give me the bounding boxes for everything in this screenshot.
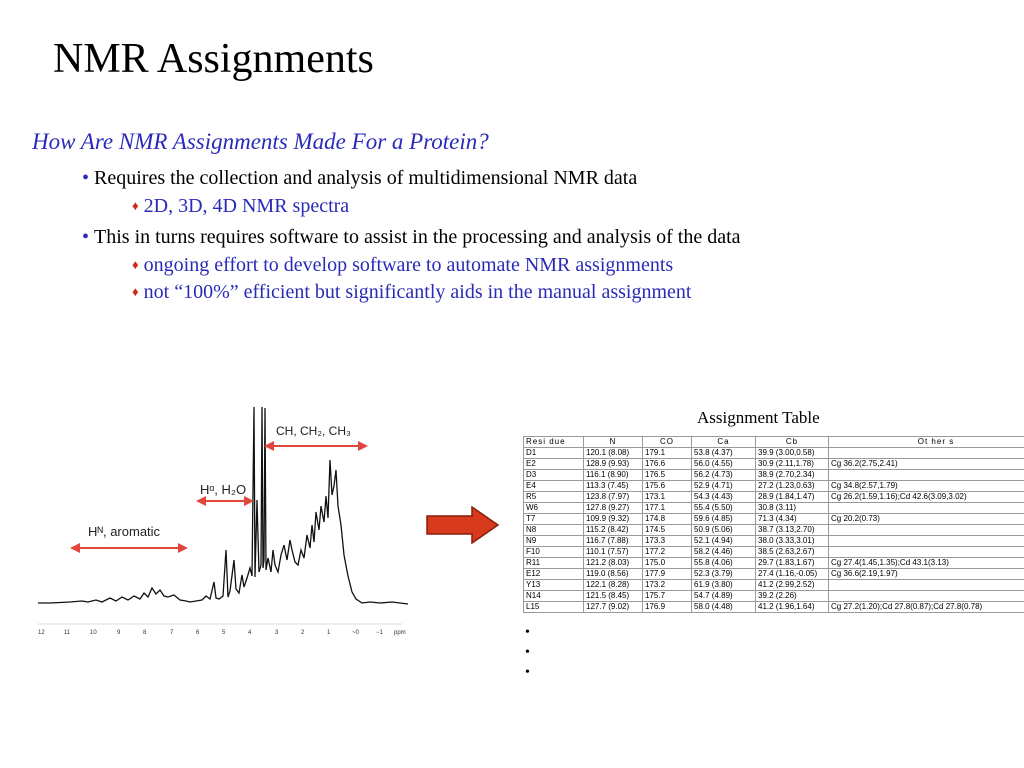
table-cell: 55.4 (5.50) — [692, 503, 756, 514]
header-cell: N — [584, 437, 643, 448]
bullet-marker: • — [82, 226, 90, 248]
sub-bullet-item — [132, 282, 691, 302]
table-cell: Cg 20.2(0.73) — [829, 514, 1024, 525]
ppm-tick-label: 6 — [196, 630, 200, 636]
header-cell: CO — [643, 437, 692, 448]
arrowhead-right-icon — [178, 543, 188, 553]
table-body — [524, 448, 1024, 613]
table-cell: 41.2 (2.99,2.52) — [756, 580, 829, 591]
table-row — [524, 602, 1024, 613]
sub-bullet-item — [132, 196, 349, 216]
table-cell: 123.8 (7.97) — [584, 492, 643, 503]
ellipsis-dot: • — [525, 665, 530, 680]
ppm-tick-label: 3 — [275, 630, 279, 636]
ellipsis-dot: • — [525, 645, 530, 660]
table-cell: 177.1 — [643, 503, 692, 514]
table-cell: Cg 27.4(1.45,1.35);Cd 43.1(3.13) — [829, 558, 1024, 569]
header-cell: Cb — [756, 437, 829, 448]
table-cell: 121.2 (8.03) — [584, 558, 643, 569]
table-cell: 120.1 (8.08) — [584, 448, 643, 459]
table-cell — [829, 448, 1024, 459]
table-cell: 54.3 (4.43) — [692, 492, 756, 503]
arrowhead-left-icon — [196, 496, 206, 506]
table-cell: 113.3 (7.45) — [584, 481, 643, 492]
table-cell: 39.2 (2.26) — [756, 591, 829, 602]
ellipsis-dot: • — [525, 625, 530, 640]
table-cell: N14 — [524, 591, 584, 602]
table-cell: F10 — [524, 547, 584, 558]
table-caption: Assignment Table — [697, 408, 820, 427]
table-cell: 52.3 (3.79) — [692, 569, 756, 580]
table-cell: E2 — [524, 459, 584, 470]
table-cell: 61.9 (3.80) — [692, 580, 756, 591]
table-cell: E4 — [524, 481, 584, 492]
table-cell: 128.9 (9.93) — [584, 459, 643, 470]
table-cell: 110.1 (7.57) — [584, 547, 643, 558]
table-cell: N9 — [524, 536, 584, 547]
table-cell: 58.2 (4.46) — [692, 547, 756, 558]
table-cell: 71.3 (4.34) — [756, 514, 829, 525]
assignment-table — [523, 436, 1024, 613]
table-cell: Cg 26.2(1.59,1.16);Cd 42.6(3.09,3.02) — [829, 492, 1024, 503]
table-cell: 174.8 — [643, 514, 692, 525]
table-cell: 50.9 (5.06) — [692, 525, 756, 536]
arrowhead-left-icon — [70, 543, 80, 553]
table-cell: 59.6 (4.85) — [692, 514, 756, 525]
table-cell: 175.7 — [643, 591, 692, 602]
table-cell — [829, 503, 1024, 514]
ppm-tick-label: 8 — [143, 630, 147, 636]
table-cell — [829, 580, 1024, 591]
table-cell: Cg 36.6(2.19,1.97) — [829, 569, 1024, 580]
table-cell: 30.9 (2.11,1.78) — [756, 459, 829, 470]
table-cell: 177.9 — [643, 569, 692, 580]
slide-title: NMR Assignments — [53, 36, 374, 82]
header-cell: Resi due — [524, 437, 584, 448]
table-cell: Cg 34.8(2.57,1.79) — [829, 481, 1024, 492]
ppm-tick-label: 9 — [117, 630, 121, 636]
table-cell: 30.8 (3.11) — [756, 503, 829, 514]
diamond-bullet-icon: ♦ — [132, 198, 139, 213]
aliphatic-label: CH, CH₂, CH₃ — [276, 424, 351, 438]
table-row — [524, 536, 1024, 547]
table-cell: 38.0 (3.33,3.01) — [756, 536, 829, 547]
table-cell: 115.2 (8.42) — [584, 525, 643, 536]
table-row — [524, 492, 1024, 503]
table-cell: D3 — [524, 470, 584, 481]
table-cell — [829, 470, 1024, 481]
sub-bullet-text: not “100%” efficient but significantly aids in the manual assignment — [143, 281, 692, 303]
table-row — [524, 558, 1024, 569]
amide-aromatic-label: Hᴺ, aromatic — [88, 524, 161, 539]
table-cell: 53.8 (4.37) — [692, 448, 756, 459]
table-cell: 38.7 (3.13,2.70) — [756, 525, 829, 536]
table-cell: Cg 27.2(1.20);Cd 27.8(0.87);Cd 27.8(0.78) — [829, 602, 1024, 613]
table-cell: W6 — [524, 503, 584, 514]
table-cell: 174.5 — [643, 525, 692, 536]
table-row — [524, 514, 1024, 525]
table-cell: 121.5 (8.45) — [584, 591, 643, 602]
table-cell: 52.1 (4.94) — [692, 536, 756, 547]
table-cell: 173.3 — [643, 536, 692, 547]
table-cell: 177.2 — [643, 547, 692, 558]
table-row — [524, 470, 1024, 481]
table-cell: 52.9 (4.71) — [692, 481, 756, 492]
table-row — [524, 459, 1024, 470]
table-row — [524, 525, 1024, 536]
table-cell: 179.1 — [643, 448, 692, 459]
table-cell: 28.9 (1.84,1.47) — [756, 492, 829, 503]
table-cell: E12 — [524, 569, 584, 580]
table-cell: R5 — [524, 492, 584, 503]
table-cell: 58.0 (4.48) — [692, 602, 756, 613]
arrowhead-right-icon — [358, 441, 368, 451]
bullet-marker: • — [82, 167, 90, 189]
table-cell — [829, 525, 1024, 536]
ppm-tick-label: 12 — [38, 630, 45, 636]
table-cell: 41.2 (1.96,1.64) — [756, 602, 829, 613]
spectrum-trace — [38, 407, 408, 604]
table-cell: 116.7 (7.88) — [584, 536, 643, 547]
table-cell: Cg 36.2(2.75,2.41) — [829, 459, 1024, 470]
bullet-text: This in turns requires software to assist in the processing and analysis of the data — [94, 226, 741, 248]
table-cell: R11 — [524, 558, 584, 569]
sub-bullet-text: 2D, 3D, 4D NMR spectra — [143, 195, 350, 217]
ppm-tick-label: 7 — [170, 630, 174, 636]
alpha-water-label: Hᵅ, H₂O — [200, 482, 247, 497]
table-cell: T7 — [524, 514, 584, 525]
table-cell: 109.9 (9.32) — [584, 514, 643, 525]
table-cell: 116.1 (8.90) — [584, 470, 643, 481]
table-cell: N8 — [524, 525, 584, 536]
table-cell: 38.5 (2.63,2.67) — [756, 547, 829, 558]
table-cell: 122.1 (8.28) — [584, 580, 643, 591]
ppm-tick-label: 1 — [327, 630, 331, 636]
table-header-row — [524, 437, 1024, 448]
bullet-item — [82, 168, 637, 188]
ppm-tick-label: 2 — [301, 630, 305, 636]
table-row — [524, 580, 1024, 591]
table-cell: 55.8 (4.06) — [692, 558, 756, 569]
ppm-unit-label: ppm — [394, 630, 406, 636]
table-cell: 175.6 — [643, 481, 692, 492]
table-row — [524, 481, 1024, 492]
table-row — [524, 569, 1024, 580]
table-cell: 39.9 (3.00,0.58) — [756, 448, 829, 459]
table-cell: 175.0 — [643, 558, 692, 569]
ppm-tick-label: ~0 — [352, 630, 359, 636]
subtitle-question: How Are NMR Assignments Made For a Protein? — [32, 129, 489, 154]
table-cell — [829, 536, 1024, 547]
right-arrow-icon — [426, 506, 500, 544]
table-row — [524, 591, 1024, 602]
table-cell: 176.6 — [643, 459, 692, 470]
arrow-shape — [427, 507, 498, 543]
table-cell: 119.0 (8.56) — [584, 569, 643, 580]
assignment-table-container — [523, 436, 1024, 613]
table-cell: 173.2 — [643, 580, 692, 591]
bullet-item — [82, 227, 741, 247]
header-cell: Ot her s — [829, 437, 1024, 448]
ppm-tick-label: 10 — [90, 630, 97, 636]
table-row — [524, 503, 1024, 514]
nmr-spectrum-figure — [30, 400, 412, 650]
table-cell: 27.4 (1.16,-0.05) — [756, 569, 829, 580]
bullet-text: Requires the collection and analysis of multidimensional NMR data — [94, 167, 638, 189]
table-cell: 38.9 (2.70,2.34) — [756, 470, 829, 481]
table-cell: L15 — [524, 602, 584, 613]
table-cell — [829, 591, 1024, 602]
sub-bullet-text: ongoing effort to develop software to automate NMR assignments — [143, 254, 674, 276]
table-cell: Y13 — [524, 580, 584, 591]
table-cell: 176.9 — [643, 602, 692, 613]
diamond-bullet-icon: ♦ — [132, 284, 139, 299]
table-cell: 29.7 (1.83,1.67) — [756, 558, 829, 569]
header-cell: Ca — [692, 437, 756, 448]
ppm-tick-label: 5 — [222, 630, 226, 636]
table-cell: 127.8 (9.27) — [584, 503, 643, 514]
table-cell: 127.7 (9.02) — [584, 602, 643, 613]
table-cell: 56.2 (4.73) — [692, 470, 756, 481]
table-cell — [829, 547, 1024, 558]
sub-bullet-item — [132, 255, 673, 275]
table-cell: 56.0 (4.55) — [692, 459, 756, 470]
table-row — [524, 448, 1024, 459]
ppm-tick-label: 11 — [64, 630, 71, 636]
table-row — [524, 547, 1024, 558]
ppm-tick-label: 4 — [248, 630, 252, 636]
table-cell: 173.1 — [643, 492, 692, 503]
diamond-bullet-icon: ♦ — [132, 257, 139, 272]
table-cell: 176.5 — [643, 470, 692, 481]
table-cell: 54.7 (4.89) — [692, 591, 756, 602]
ppm-tick-label: −1 — [376, 630, 383, 636]
table-cell: D1 — [524, 448, 584, 459]
table-cell: 27.2 (1.23,0.63) — [756, 481, 829, 492]
